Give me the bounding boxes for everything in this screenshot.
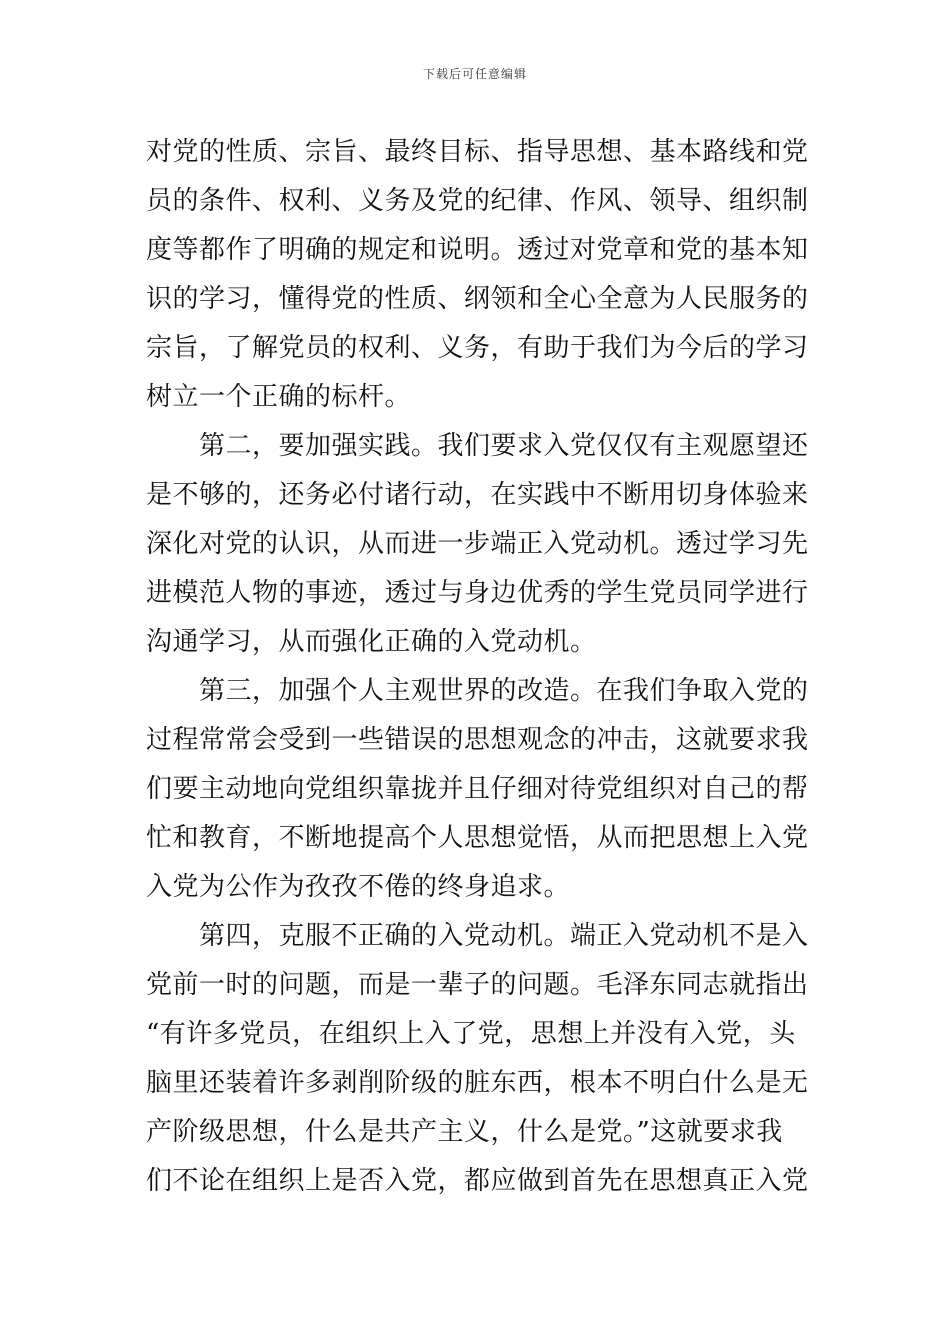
paragraph-first-line: 第四，克服不正确的入党动机。端正入党动机不是入 bbox=[199, 921, 809, 951]
text-line: 忙和教育，不断地提高个人思想觉悟，从而把思想上入党 bbox=[146, 823, 809, 853]
text-line: 们不论在组织上是否入党，都应做到首先在思想真正入党 bbox=[146, 1166, 809, 1196]
text-line: 入党为公作为孜孜不倦的终身追求。 bbox=[146, 872, 571, 902]
text-line: “有许多党员，在组织上入了党，思想上并没有入党，头 bbox=[146, 1019, 796, 1049]
text-line: 深化对党的认识，从而进一步端正入党动机。透过学习先 bbox=[146, 529, 809, 559]
paragraph-first-line: 第三，加强个人主观世界的改造。在我们争取入党的 bbox=[199, 676, 809, 706]
text-line: 进模范人物的事迹，透过与身边优秀的学生党员同学进行 bbox=[146, 578, 809, 608]
text-line: 识的学习，懂得党的性质、纲领和全心全意为人民服务的 bbox=[146, 284, 809, 314]
text-line: 脑里还装着许多剥削阶级的脏东西，根本不明白什么是无 bbox=[146, 1068, 809, 1098]
text-line: 沟通学习，从而强化正确的入党动机。 bbox=[146, 627, 597, 657]
text-line: 宗旨，了解党员的权利、义务，有助于我们为今后的学习 bbox=[146, 333, 809, 363]
text-line: 员的条件、权利、义务及党的纪律、作风、领导、组织制 bbox=[146, 186, 809, 216]
text-line: 过程常常会受到一些错误的思想观念的冲击，这就要求我 bbox=[146, 725, 809, 755]
text-line: 是不够的，还务必付诸行动，在实践中不断用切身体验来 bbox=[146, 480, 809, 510]
text-line: 树立一个正确的标杆。 bbox=[146, 382, 412, 412]
paragraph-first-line: 第二，要加强实践。我们要求入党仅仅有主观愿望还 bbox=[199, 431, 809, 461]
page-header: 下载后可任意编辑 bbox=[422, 67, 527, 81]
text-line: 们要主动地向党组织靠拢并且仔细对待党组织对自己的帮 bbox=[146, 774, 809, 804]
text-line: 党前一时的问题，而是一辈子的问题。毛泽东同志就指出 bbox=[146, 970, 809, 1000]
text-line: 度等都作了明确的规定和说明。透过对党章和党的基本知 bbox=[146, 235, 809, 265]
text-line: 产阶级思想，什么是共产主义，什么是党。”这就要求我 bbox=[146, 1117, 783, 1147]
body-text bbox=[146, 128, 810, 1206]
text-line: 对党的性质、宗旨、最终目标、指导思想、基本路线和党 bbox=[146, 137, 809, 167]
